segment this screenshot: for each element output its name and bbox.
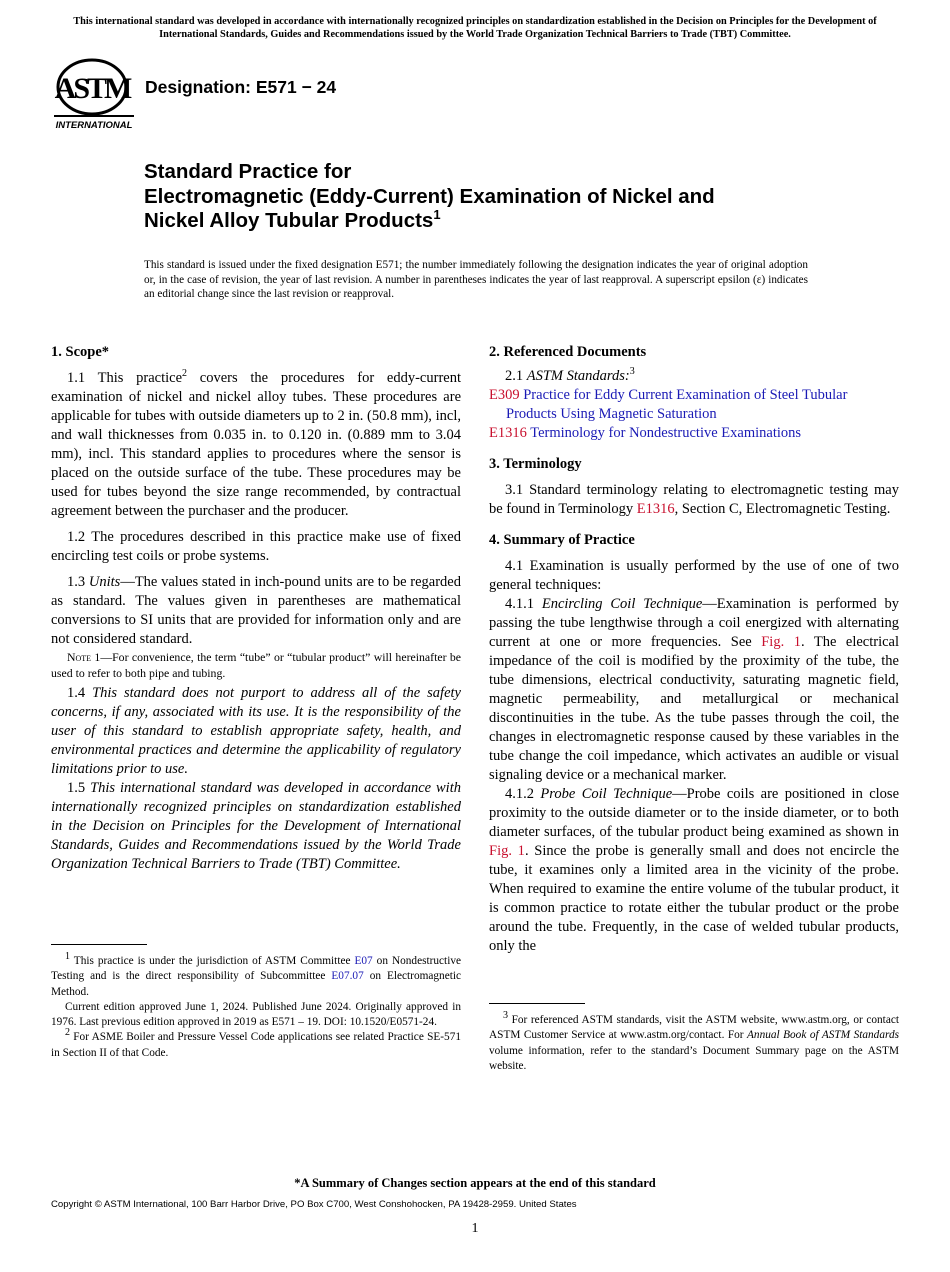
section-heading-terminology: 3. Terminology [489, 456, 582, 472]
subcommittee-link-e07-07[interactable]: E07.07 [331, 970, 364, 983]
footnote-1: $^1$ This practice is under the jurisdiction of ASTM Committee E07 on Nondestructive Testing and is the direct responsibility of Subcommittee E07.07 on Electromagnetic Method. [51, 951, 461, 998]
footnote-3: $^3$ For referenced ASTM standards, visit the ASTM website, www.astm.org, or contact ASTM Customer Service at www.astm.org/contact. For Annual Book of ASTM Standards volume information, refer to the standard’s Document Summary page on the ASTM website. [489, 1010, 899, 1072]
para-1-1: 1.1 This practice$^2$ covers the procedures for eddy-current examination of nickel and nickel alloy tubes. These procedures are applicable for tubes with outside diameters up to 2 in. (50.8 mm), incl, and wall thicknesses from 0.035 in. to 0.120 in. (0.889 mm to 3.04 mm), incl. This standard applies to procedures where the sensor is placed on the outside surface of the tube. These procedures may be used for tubes beyond the size range recommended, by contractual agreement between the purchaser and the producer. [51, 368, 461, 519]
para-1-3: 1.3 Units—The values stated in inch-pound units are to be regarded as standard. The values given in parentheses are mathematical conversions to SI units that are provided for information only and are not considered standard. [51, 574, 461, 647]
reference-code[interactable]: E309 [489, 387, 520, 403]
reference-list [489, 386, 899, 443]
section-heading-summary: 4. Summary of Practice [489, 532, 635, 548]
para-2-1: 2.1 ASTM Standards:$^3$ [505, 366, 635, 384]
footnote-2: $^2$ For ASME Boiler and Pressure Vessel Code applications see related Practice SE-571 in Section II of that Code. [51, 1027, 461, 1059]
svg-text:ASTM: ASTM [54, 72, 130, 105]
title-line-3: Nickel Alloy Tubular Products [144, 209, 434, 232]
footnote-rule [51, 944, 147, 945]
reference-title[interactable]: Terminology for Nondestructive Examinations [526, 425, 802, 441]
page-number: 1 [471, 1221, 479, 1236]
title-line-2: Electromagnetic (Eddy-Current) Examination of Nickel and [144, 184, 715, 208]
section-heading-scope: 1. Scope* [51, 344, 109, 360]
footnote-rule [489, 1003, 585, 1004]
reference-code[interactable]: E1316 [489, 425, 527, 441]
left-footnotes [51, 944, 461, 1061]
para-1-2: 1.2 The procedures described in this practice make use of fixed encircling test coils or probe systems. [51, 529, 461, 564]
summary-of-changes-notice: *A Summary of Changes section appears at the end of this standard [294, 1176, 656, 1190]
footnote-1-edition: Current edition approved June 1, 2024. Published June 2024. Originally approved in 1976. Last previous edition approved in 2019 as E571 – 19. DOI: 10.1520/E0571-24. [51, 1000, 461, 1029]
title-footnote-mark: 1 [433, 207, 441, 223]
note-1: Note 1—For convenience, the term “tube” or “tubular product” will hereinafter be used to refer to both pipe and tubing. [51, 650, 461, 680]
designation: Designation: E571 − 24 [145, 77, 337, 97]
figure-link-fig-1[interactable]: Fig. 1 [489, 843, 525, 859]
para-3-1: 3.1 Standard terminology relating to electromagnetic testing may be found in Terminology E1316, Section C, Electromagnetic Testing. [489, 482, 899, 517]
svg-text:INTERNATIONAL: INTERNATIONAL [55, 120, 133, 131]
title-line-1: Standard Practice for [144, 160, 352, 183]
para-4-1-1: 4.1.1 Encircling Coil Technique—Examination is performed by passing the tube lengthwise through a coil energized with alternating current at one or more frequencies. See Fig. 1. The electrical impedance of the coil is modified by the proximity of the tube, the tube dimensions, electrical conductivity, saturating magnetic field, magnetic permeability, and metallurgical or mechanical discontinuities in the tube. As the tube passes through the coil, the changes in electromagnetic response caused by these variables in the tube change the coil impedance, which activates an audible or visual signaling device or a mechanical marker. [489, 596, 900, 783]
document-title [144, 160, 844, 234]
reference-item[interactable] [489, 424, 899, 443]
copyright-line: Copyright © ASTM International, 100 Barr Harbor Drive, PO Box C700, West Conshohocken, PA 19428-2959. United States [51, 1199, 577, 1210]
right-footnotes [489, 1003, 899, 1074]
para-4-1-2: 4.1.2 Probe Coil Technique—Probe coils are positioned in close proximity to the outside diameter or to the inside diameter, or to both diameter surfaces, of the tubular product being examined as shown in Fig. 1. Since the probe is generally small and does not encircle the tube, it examines only a limited area in the vicinity of the probe. When required to examine the entire volume of the tubular product, it is common practice to rotate either the tubular product or the probe around the tube. Frequently, in the case of welded tubular products, only the [489, 786, 900, 954]
figure-link-fig-1[interactable]: Fig. 1 [761, 634, 801, 650]
committee-link-e07[interactable]: E07 [354, 955, 373, 967]
left-column [51, 343, 461, 874]
issued-statement: This standard is issued under the fixed designation E571; the number immediately following the designation indicates the year of original adoption or, in the case of revision, the year of last revision. A number in parentheses indicates the year of last reapproval. A superscript epsilon (ε) indicates an editorial change since the last revision or reapproval. [144, 259, 808, 301]
section-heading-referenced-documents: 2. Referenced Documents [489, 344, 647, 360]
reference-title[interactable]: Practice for Eddy Current Examination of Steel Tubular Products Using Magnetic Saturation [506, 387, 848, 422]
para-1-4: 1.4 This standard does not purport to address all of the safety concerns, if any, associated with its use. It is the responsibility of the user of this standard to establish appropriate safety, health, and environmental practices and determine the applicability of regulatory limitations prior to use. [51, 685, 461, 777]
astm-logo [54, 57, 134, 131]
para-1-5: 1.5 This international standard was developed in accordance with internationally recognized principles on standardization established in the Decision on Principles for the Development of International Standards, Guides and Recommendations issued by the World Trade Organization Technical Barriers to Trade (TBT) Committee. [51, 780, 461, 872]
reference-item[interactable] [489, 386, 899, 424]
terminology-link-e1316[interactable]: E1316 [636, 501, 675, 517]
para-4-1: 4.1 Examination is usually performed by the use of one of two general techniques: [489, 558, 899, 593]
wto-notice: This international standard was developed in accordance with internationally recognized principles on standardization established in the Decision on Principles for the Development of International Standards, Guides and Recommendations issued by the World Trade Organization Technical Barriers to Trade (TBT) Committee. [73, 16, 877, 40]
right-column [489, 343, 899, 956]
